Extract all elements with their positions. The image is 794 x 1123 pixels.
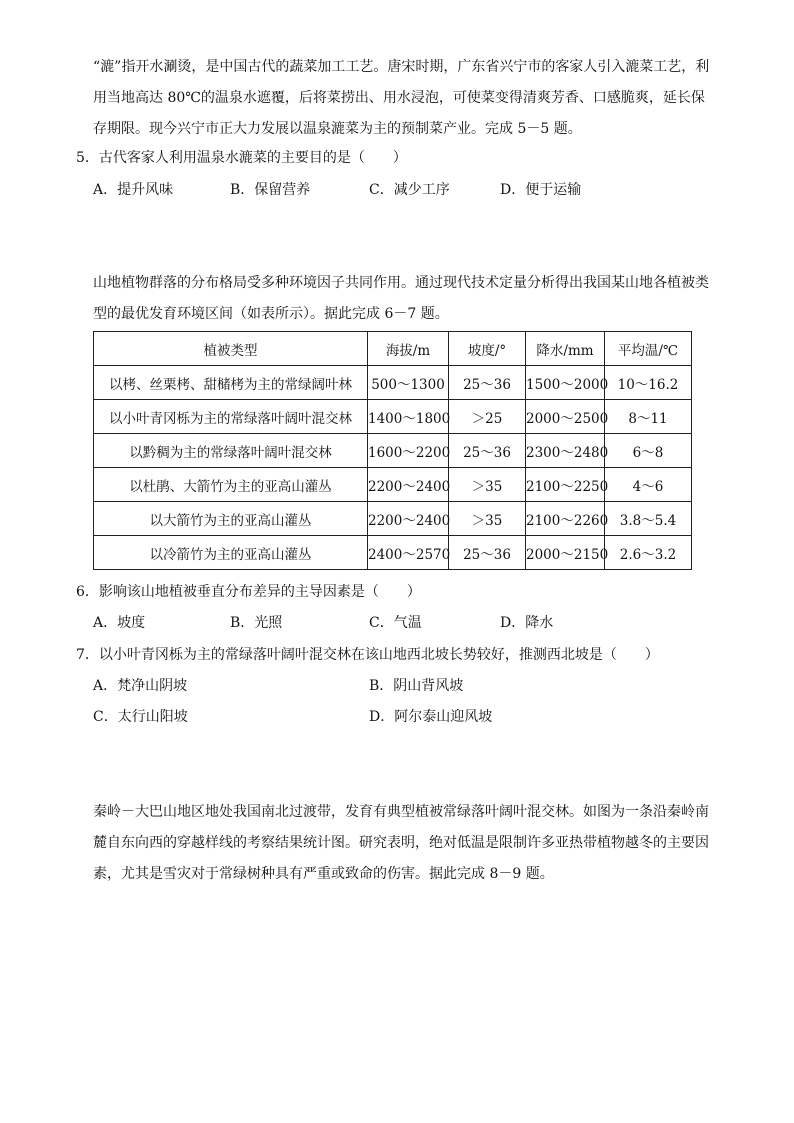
table-cell: 8～11: [605, 400, 692, 434]
table-cell: 2300～2480: [526, 434, 605, 468]
table-cell: 以小叶青冈栎为主的常绿落叶阔叶混交林: [94, 400, 368, 434]
table-cell: 4～6: [605, 468, 692, 502]
question-5-option-b[interactable]: B．保留营养: [230, 182, 311, 198]
table-cell: 500～1300: [368, 366, 449, 400]
table-cell: 2000～2150: [526, 536, 605, 570]
question-7-option-b[interactable]: B．阴山背风坡: [369, 678, 464, 694]
question-5-option-c[interactable]: C．减少工序: [369, 182, 450, 198]
table-cell: 25～36: [449, 434, 526, 468]
table-cell: ＞25: [449, 400, 526, 434]
question-7-option-d[interactable]: D．阿尔泰山迎风坡: [369, 709, 493, 725]
question-6-option-b[interactable]: B．光照: [230, 615, 283, 631]
table-cell: 1600～2200: [368, 434, 449, 468]
table-cell: 1500～2000: [526, 366, 605, 400]
table-cell: 以冷箭竹为主的亚高山灌丛: [94, 536, 368, 570]
question-7-stem: 7．以小叶青冈栎为主的常绿落叶阔叶混交林在该山地西北坡长势较好，推测西北坡是（ ）: [76, 647, 659, 663]
intro-paragraph-8-9: 秦岭－大巴山地区地处我国南北过渡带，发育有典型植被常绿落叶阔叶混交林。如图为一条沿秦岭南麓自东向西的穿越样线的考察结果统计图。研究表明，绝对低温是限制许多亚热带植物越冬的主要因素，尤其是雪灾对于常绿树种具有严重或致命的伤害。据此完成 8－9 题。: [93, 804, 709, 882]
table-row: [94, 400, 692, 434]
question-6-stem: 6．影响该山地植被垂直分布差异的主导因素是（ ）: [76, 584, 421, 600]
table-cell: ＞35: [449, 468, 526, 502]
table-cell: 2000～2500: [526, 400, 605, 434]
table-cell: 以杜鹃、大箭竹为主的亚高山灌丛: [94, 468, 368, 502]
intro-paragraph-5: “漉”指开水涮烫，是中国古代的蔬菜加工工艺。唐宋时期，广东省兴宁市的客家人引入漉菜工艺，利用当地高达 80℃的温泉水遮覆，后将菜捞出、用水浸泡，可使菜变得清爽芳香、口感脆爽，延长保存期限。现今兴宁市正大力发展以温泉漉菜为主的预制菜产业。完成 5－5 题。: [93, 59, 710, 137]
question-5-stem: 5．古代客家人利用温泉水漉菜的主要目的是（ ）: [76, 150, 407, 166]
table-cell: 以栲、丝栗栲、甜槠栲为主的常绿阔叶林: [94, 366, 368, 400]
question-7-option-a[interactable]: A．梵净山阴坡: [93, 678, 188, 694]
vegetation-table: [93, 331, 692, 570]
table-cell: 25～36: [449, 536, 526, 570]
table-header-cell: 海拔/m: [368, 332, 449, 366]
table-cell: 25～36: [449, 366, 526, 400]
question-7-option-c[interactable]: C．太行山阳坡: [93, 709, 188, 725]
table-cell: 2100～2250: [526, 468, 605, 502]
table-row: [94, 434, 692, 468]
table-cell: 2200～2400: [368, 468, 449, 502]
table-header-cell: 降水/mm: [526, 332, 605, 366]
table-cell: 以大箭竹为主的亚高山灌丛: [94, 502, 368, 536]
table-row: [94, 502, 692, 536]
question-6-option-a[interactable]: A．坡度: [93, 615, 146, 631]
table-cell: 以黔稠为主的常绿落叶阔叶混交林: [94, 434, 368, 468]
question-6-option-c[interactable]: C．气温: [369, 615, 422, 631]
table-header-cell: 平均温/℃: [605, 332, 692, 366]
table-cell: 1400～1800: [368, 400, 449, 434]
table-cell: 6～8: [605, 434, 692, 468]
table-cell: ＞35: [449, 502, 526, 536]
table-cell: 2.6～3.2: [605, 536, 692, 570]
table-cell: 2400～2570: [368, 536, 449, 570]
intro-paragraph-6-7: 山地植物群落的分布格局受多种环境因子共同作用。通过现代技术定量分析得出我国某山地各植被类型的最优发育环境区间（如表所示）。据此完成 6－7 题。: [93, 275, 709, 322]
question-5-option-d[interactable]: D．便于运输: [500, 182, 582, 198]
question-5-option-a[interactable]: A．提升风味: [93, 182, 174, 198]
table-cell: 2200～2400: [368, 502, 449, 536]
table-cell: 10～16.2: [605, 366, 692, 400]
table-header-cell: 植被类型: [94, 332, 368, 366]
table-row: [94, 366, 692, 400]
question-6-option-d[interactable]: D．降水: [500, 615, 554, 631]
table-cell: 3.8～5.4: [605, 502, 692, 536]
table-row: [94, 536, 692, 570]
table-header-cell: 坡度/°: [449, 332, 526, 366]
table-row: [94, 468, 692, 502]
table-cell: 2100～2260: [526, 502, 605, 536]
table-header-row: [94, 332, 692, 366]
